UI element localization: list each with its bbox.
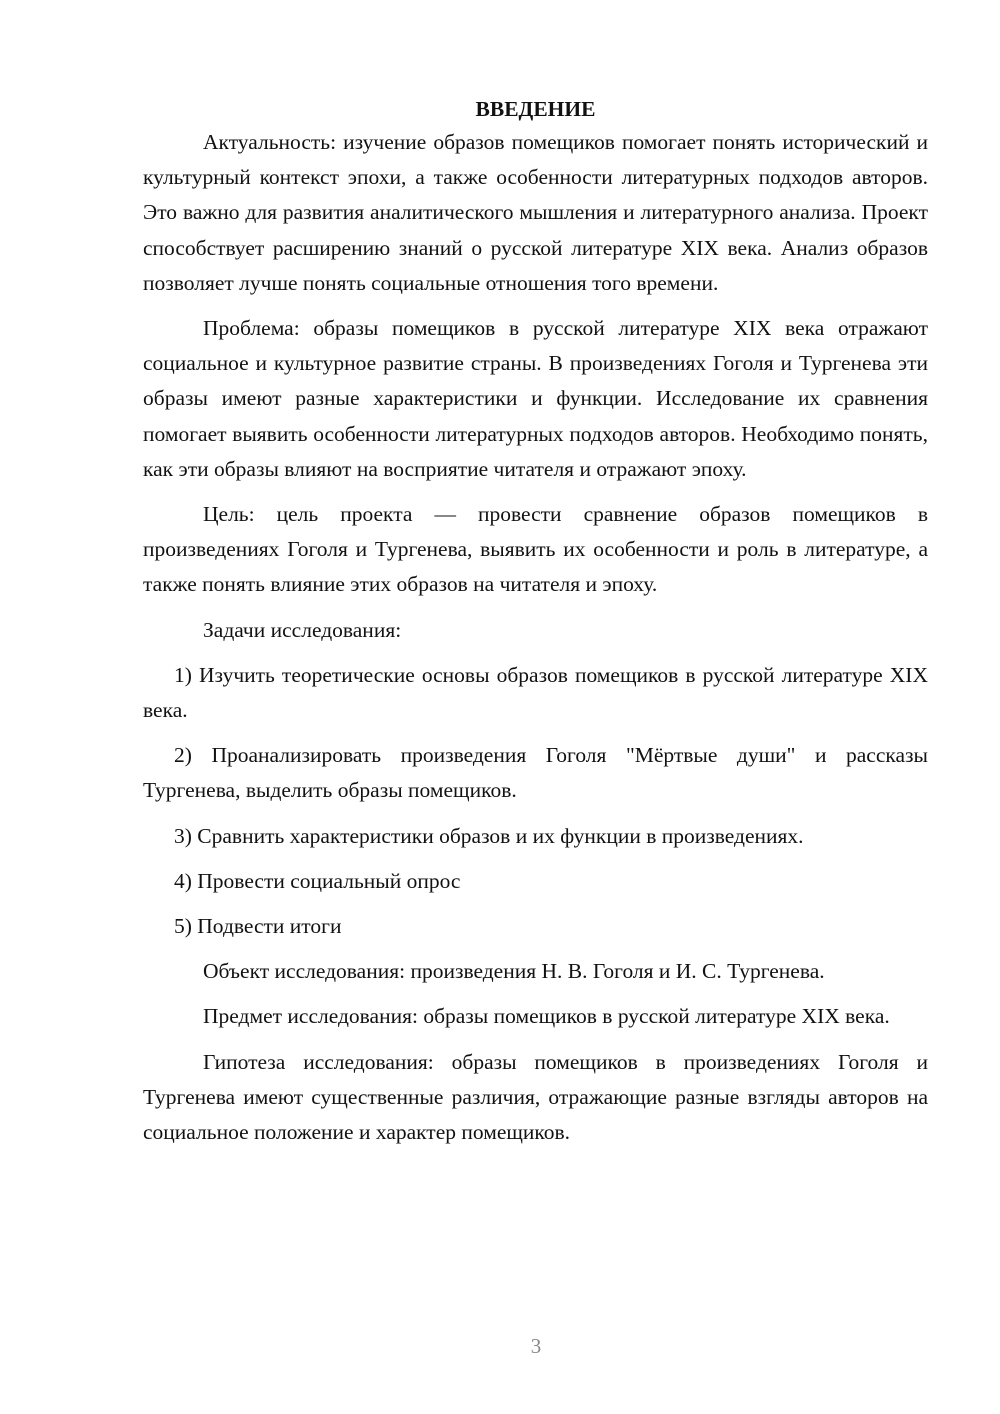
page-title: ВВЕДЕНИЕ <box>475 97 596 121</box>
task-item: 5) Подвести итоги <box>174 914 342 939</box>
subject-paragraph: Предмет исследования: образы помещиков в русской литературе XIX века. <box>203 1004 890 1029</box>
task-item: 1) Изучить теоретические основы образов помещиков в русской литературе XIX века. <box>143 662 928 723</box>
document-body <box>143 94 928 1160</box>
task-item: 4) Провести социальный опрос <box>174 868 461 893</box>
page-number: 3 <box>530 1334 542 1358</box>
hypothesis-paragraph: Гипотеза исследования: образы помещиков в произведениях Гоголя и Тургенева имеют существенные различия, отражающие разные взгляды авторов на социальное положение и характер помещиков. <box>143 1049 928 1145</box>
task-item: 3) Сравнить характеристики образов и их функции в произведениях. <box>174 823 804 848</box>
object-paragraph: Объект исследования: произведения Н. В. Гоголя и И. С. Тургенева. <box>203 959 825 984</box>
goal-paragraph: Цель: цель проекта — провести сравнение образов помещиков в произведениях Гоголя и Тургенева, выявить их особенности и роль в литературе, а также понять влияние этих образов на читателя и эпоху. <box>143 502 928 597</box>
task-item: 2) Проанализировать произведения Гоголя "Мёртвые души" и рассказы Тургенева, выделить образы помещиков. <box>143 743 928 803</box>
problem-paragraph: Проблема: образы помещиков в русской литературе XIX века отражают социальное и культурное развитие страны. В произведениях Гоголя и Тургенева эти образы имеют разные характеристики и функции. Исследование их сравнения помогает выявить особенности литературных подходов авторов. Необходимо понять, как эти образы влияют на восприятие читателя и отражают эпоху. <box>143 316 928 481</box>
tasks-heading: Задачи исследования: <box>203 617 402 642</box>
relevance-paragraph: Актуальность: изучение образов помещиков помогает понять исторический и культурный контекст эпохи, а также особенности литературных подходов авторов. Это важно для развития аналитического мышления и литературного анализа. Проект способствует расширению знаний о русской литературе XIX века. Анализ образов позволяет лучше понять социальные отношения того времени. <box>143 130 928 295</box>
